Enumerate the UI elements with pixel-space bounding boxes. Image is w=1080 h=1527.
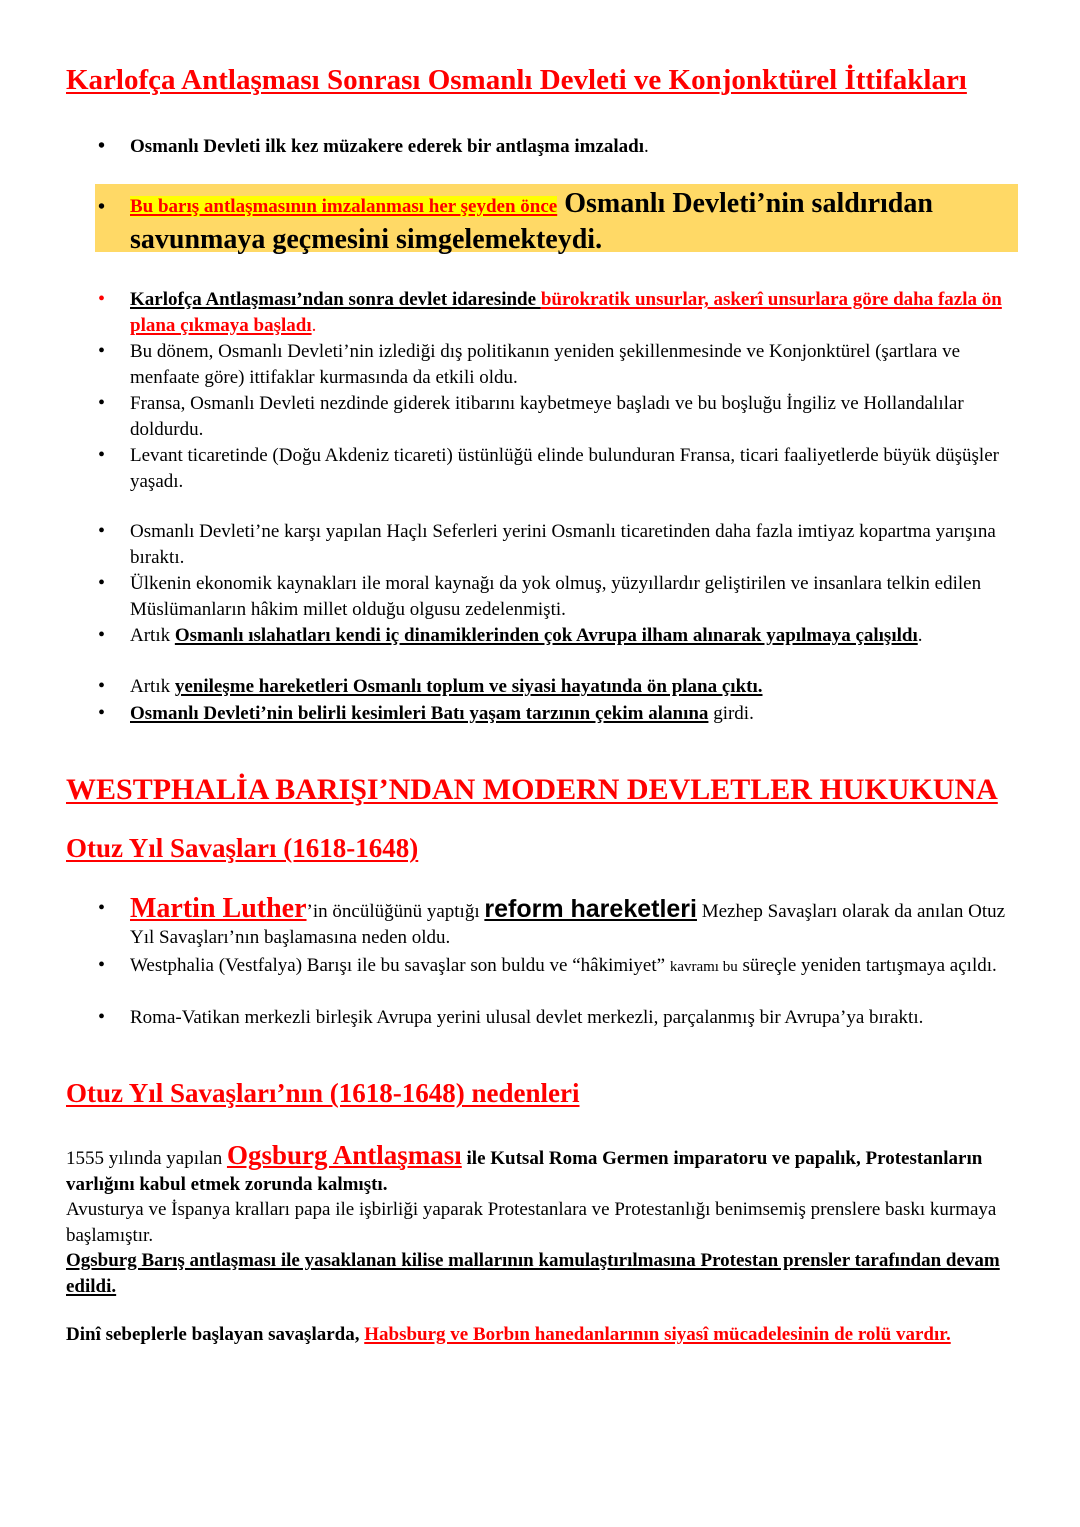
text: Westphalia (Vestfalya) Barışı ile bu savaşlar son buldu ve “hâkimiyet” [130,955,670,976]
bullet-icon: • [98,520,106,542]
text: Osmanlı ıslahatları kendi iç dinamiklerinden çok Avrupa ilham alınarak yapılmaya çalışıldı [174,625,918,646]
text: Artık [130,676,175,697]
list-item [98,339,1015,390]
paragraph: Avusturya ve İspanya kralları papa ile işbirliği yaparak Protestanlara ve Protestanlığı benimsemiş prenslere baskı kurmaya başlamıştır. [66,1199,997,1246]
list-item [98,701,1015,727]
text: Levant ticaretinde (Doğu Akdeniz ticareti) üstünlüğü elinde bulunduran Fransa, ticari faaliyetlerde büyük düşüşler yaşadı. [130,445,999,492]
list-item [98,674,1015,700]
list-item [98,1005,1015,1031]
bullet-icon: • [98,675,106,697]
text: girdi. [708,703,754,724]
text: kavramı bu [669,959,738,975]
text: Ülkenin ekonomik kaynakları ile moral kaynağı da yok olmuş, yüzyıllardır geliştirilen ve insanlara telkin edilen Müslümanların hâkim millet olduğu olgusu zedelenmişti. [130,573,982,620]
text: . [917,625,923,646]
bullet-icon: • [98,288,106,310]
bullet-icon: • [98,702,106,724]
list-item [98,443,1015,494]
text: süreçle yeniden tartışmaya açıldı. [737,955,997,976]
bullet-icon: • [98,954,106,976]
text: Fransa, Osmanlı Devleti nezdinde giderek itibarını kaybetmeye başladı ve bu boşluğu İngiliz ve Hollandalılar doldurdu. [130,393,964,440]
section-title: WESTPHALİA BARIŞI’NDAN MODERN DEVLETLER HUKUKUNA [66,773,998,806]
list-item [98,187,1015,259]
bullet-icon: • [98,1006,106,1028]
list-item [98,287,1015,338]
list-item [98,519,1015,570]
bullet-icon: • [98,897,106,919]
section-title: Karlofça Antlaşması Sonrası Osmanlı Devleti ve Konjonktürel İttifakları [66,64,967,96]
text: Roma-Vatikan merkezli birleşik Avrupa yerini ulusal devlet merkezli, parçalanmış bir Avrupa’ya bıraktı. [130,1007,924,1028]
text: 1555 yılında yapılan [66,1148,227,1169]
text: Mezhep Savaşları olarak da anılan Otuz Yıl Savaşları’nın başlamasına neden oldu. [130,901,1006,948]
bullet-icon: • [98,135,106,157]
text: Dinî sebeplerle başlayan savaşlarda, [66,1324,365,1345]
bullet-icon: • [98,340,106,362]
list-item [98,391,1015,442]
list-item [98,134,1015,160]
text: reform hareketleri [484,895,697,923]
list-item [98,893,1015,950]
text: Artık [130,625,175,646]
text: Ogsburg Antlaşması [226,1140,462,1170]
text: . [644,136,649,157]
text: ile Kutsal Roma Germen imparatoru ve papalık, Protestanların varlığını kabul etmek zorunda kalmıştı. [66,1148,983,1195]
text: Bu dönem, Osmanlı Devleti’nin izlediği dış politikanın yeniden şekillenmesinde ve Konjonktürel (şartlara ve menfaate göre) ittifaklar kurmasında da etkili oldu. [130,341,961,388]
emphasis-text: Osmanlı Devleti’nin saldırıdan savunmaya geçmesini simgelemekteydi. [130,188,933,255]
bullet-icon: • [98,392,106,414]
highlighted-text: Bu barış antlaşmasının imzalanması her şeyden önce [130,196,558,217]
subsection-title: Otuz Yıl Savaşları’nın (1618-1648) nedenleri [66,1078,580,1108]
text: Osmanlı Devleti’ne karşı yapılan Haçlı Seferleri yerini Osmanlı ticaretinden daha fazla imtiyaz kopartma yarışına bıraktı. [130,521,996,568]
subsection-title: Otuz Yıl Savaşları (1618-1648) [66,833,419,863]
bullet-icon: • [98,624,106,646]
text: bürokratik unsurlar, askerî unsurlara göre daha fazla ön plana çıkmaya başladı [130,289,1002,336]
text: Martin Luther [130,893,307,924]
bullet-icon: • [98,196,106,218]
text: . [311,314,317,336]
text: Habsburg ve Borbın hanedanlarının siyasî mücadelesinin de rolü vardır. [364,1324,951,1345]
list-item [98,623,1015,649]
list-item [98,953,1015,981]
paragraph: Ogsburg Barış antlaşması ile yasaklanan kilise mallarının kamulaştırılmasına Protestan prensler tarafından devam edildi. [66,1250,1000,1297]
paragraph [66,1140,1026,1197]
bullet-icon: • [98,444,106,466]
bullet-icon: • [98,572,106,594]
text: Osmanlı Devleti ilk kez müzakere ederek bir antlaşma imzaladı [130,136,645,157]
paragraph [66,1322,1026,1348]
text: ’in öncülüğünü yaptığı [306,901,485,922]
text: Karlofça Antlaşması’ndan sonra devlet idaresinde [130,289,541,310]
text: Osmanlı Devleti’nin belirli kesimleri Batı yaşam tarzının çekim alanına [130,703,709,724]
list-item [98,571,1015,622]
text: yenileşme hareketleri Osmanlı toplum ve siyasi hayatında ön plana çıktı. [174,676,763,697]
